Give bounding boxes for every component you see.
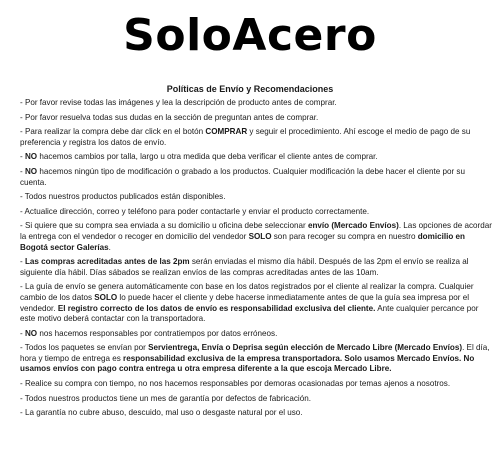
policy-text: - Por favor resuelva todas sus dudas en la sección de preguntan antes de comprar. <box>20 112 319 122</box>
policy-item <box>8 343 492 375</box>
policy-item <box>8 207 492 218</box>
policy-bold-text: NO <box>24 328 38 338</box>
policy-text: - Realice su compra con tiempo, no nos hacemos responsables por demoras ocasionadas por temas ajenos a nosotros. <box>20 379 451 389</box>
policy-item <box>8 192 492 203</box>
policy-item <box>8 98 492 109</box>
policy-text: - La garantía no cubre abuso, descuido, mal uso o desgaste natural por el uso. <box>20 408 303 418</box>
policy-title: Políticas de Envío y Recomendaciones <box>166 84 334 94</box>
policy-item <box>8 257 492 278</box>
policy-item <box>8 329 492 340</box>
policy-text: son para recoger su compra en nuestro <box>271 231 418 241</box>
policy-text: Ante cualquier percance por este motivo deberá contactar con la transportadora. <box>20 303 479 324</box>
policy-text: - La guía de envío se genera automáticamente con base en los datos registrados por el cliente al realizar la compra. Cualquier cambio de los datos <box>20 282 474 302</box>
policy-text: . Las opciones de acordar la entrega con el vendedor o recoger en domicilio del vendedor <box>20 221 492 241</box>
policy-text: - <box>20 152 25 162</box>
policy-bold-text: SOLO <box>94 292 118 302</box>
policy-text: - Actualice dirección, correo y teléfono para poder contactarle y enviar el producto correctamente. <box>20 206 370 216</box>
policy-bold-text: domicilio en Bogotá sector Galerías <box>20 231 465 252</box>
policy-list <box>8 98 492 419</box>
policy-text: serán enviadas el mismo día hábil. Después de las 2pm el envío se realiza al siguiente día hábil. Días sábados se realizan envíos de las compras acreditadas antes de las 10am. <box>20 257 469 277</box>
policy-bold-text: Servientrega, Envía o Deprisa según elección de Mercado Libre (Mercado Envíos) <box>148 343 463 353</box>
policy-text: - Si quiere que su compra sea enviada a su domicilio u oficina debe seleccionar <box>20 221 308 231</box>
policy-text: - Todos los paquetes se envían por <box>20 343 149 353</box>
policy-item <box>8 127 492 148</box>
policy-text: y seguir el procedimiento. Ahí escoge el medio de pago de su preferencia y registra los datos de envío. <box>20 127 471 147</box>
policy-item <box>8 113 492 124</box>
policy-text: hacemos ningún tipo de modificación o grabado a los productos. Cualquier modificación la debe hacer el cliente por su cuenta. <box>20 166 465 187</box>
brand-logo: SoloAcero <box>123 10 377 61</box>
policy-item <box>8 394 492 405</box>
policy-item <box>8 167 492 188</box>
policy-bold-text: SOLO <box>248 231 272 241</box>
policy-text: - <box>20 257 25 267</box>
policy-item <box>8 221 492 253</box>
policy-item <box>8 152 492 163</box>
policy-item <box>8 379 492 390</box>
policy-bold-text: responsabilidad exclusiva de la empresa transportadora. Solo usamos Mercado Envíos. No usamos envíos con pago contra entrega u otra empresa diferente a la que escoja Mercado Libre. <box>20 353 475 374</box>
policy-item <box>8 282 492 324</box>
policy-item <box>8 408 492 419</box>
policy-text: lo puede hacer el cliente y debe hacerse inmediatamente antes de que la guía sea impresa por el vendedor. <box>20 292 470 313</box>
policy-bold-text: envío (Mercado Envíos) <box>307 221 399 231</box>
policy-text: hacemos cambios por talla, largo u otra medida que deba verificar el cliente antes de comprar. <box>37 152 378 162</box>
policy-text: - Para realizar la compra debe dar click en el botón <box>20 127 206 137</box>
policy-text: . El día, hora y tiempo de entrega es <box>20 343 490 363</box>
policy-bold-text: COMPRAR <box>205 127 248 137</box>
policy-text: - <box>20 166 25 176</box>
policy-text: - Por favor revise todas las imágenes y lea la descripción de producto antes de comprar. <box>20 98 337 107</box>
policy-bold-text: El registro correcto de los datos de envío es responsabilidad exclusiva del cliente. <box>57 303 376 313</box>
policy-bold-text: NO <box>24 152 38 162</box>
policy-text: nos hacemos responsables por contratiempos por datos erróneos. <box>37 328 278 338</box>
policy-text: - <box>20 328 25 338</box>
policy-text: - Todos nuestros productos publicados están disponibles. <box>20 192 226 202</box>
policy-bold-text: NO <box>24 166 38 176</box>
policy-bold-text: Las compras acreditadas antes de las 2pm <box>24 257 190 267</box>
policy-text: . <box>108 242 111 252</box>
policy-text: - Todos nuestros productos tiene un mes de garantía por defectos de fabricación. <box>20 393 311 403</box>
